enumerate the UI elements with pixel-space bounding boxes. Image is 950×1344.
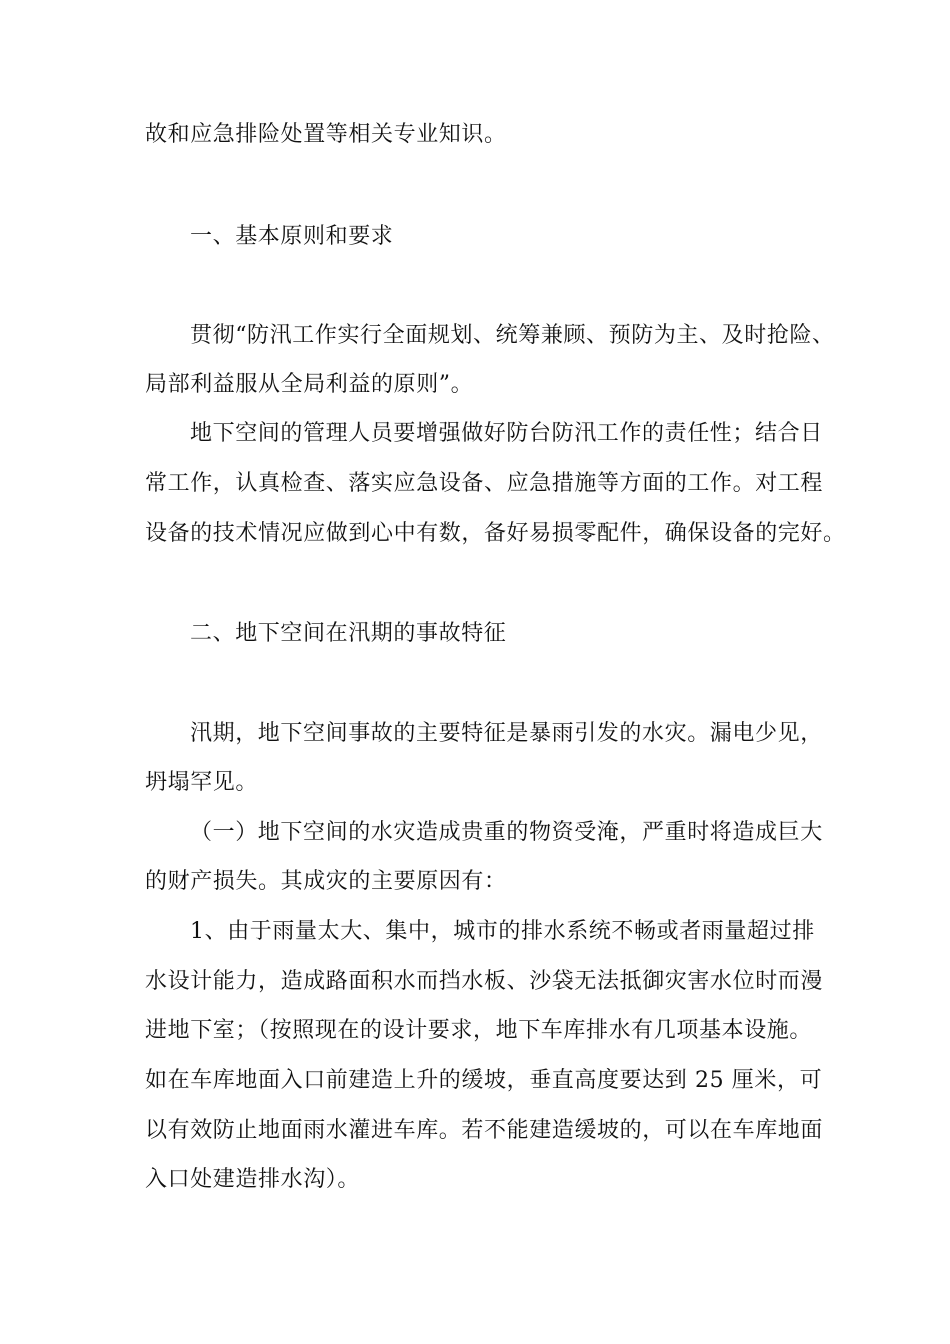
paragraph-line: 的财产损失。其成灾的主要原因有：: [145, 869, 507, 894]
paragraph-line: 进地下室；（按照现在的设计要求，地下车库排水有几项基本设施。: [145, 1018, 813, 1043]
paragraph-line: 设备的技术情况应做到心中有数，备好易损零配件，确保设备的完好。: [145, 521, 846, 546]
paragraph-line: 地下空间的管理人员要增强做好防台防汛工作的责任性；结合日: [190, 421, 823, 446]
paragraph-line: 如在车库地面入口前建造上升的缓坡，垂直高度要达到 25 厘米，可: [145, 1068, 823, 1093]
paragraph-line: 汛期，地下空间事故的主要特征是暴雨引发的水灾。漏电少见，: [190, 721, 823, 746]
subsection-line: （一）地下空间的水灾造成贵重的物资受淹，严重时将造成巨大: [190, 820, 823, 845]
paragraph-line: 以有效防止地面雨水灌进车库。若不能建造缓坡的，可以在车库地面: [145, 1118, 824, 1143]
paragraph-continuation-line: 故和应急排险处置等相关专业知识。: [145, 122, 507, 147]
paragraph-line: 入口处建造排水沟）。: [145, 1167, 361, 1192]
list-item-line: 1、由于雨量太大、集中，城市的排水系统不畅或者雨量超过排: [190, 919, 815, 944]
paragraph-line: 局部利益服从全局利益的原则”。: [145, 372, 474, 397]
paragraph-line: 贯彻“防汛工作实行全面规划、统筹兼顾、预防为主、及时抢险、: [190, 323, 835, 348]
section-heading-basic-principles: 一、基本原则和要求: [190, 224, 394, 249]
section-heading-accident-features: 二、地下空间在汛期的事故特征: [190, 621, 507, 646]
paragraph-line: 坍塌罕见。: [145, 770, 259, 795]
paragraph-line: 水设计能力，造成路面积水而挡水板、沙袋无法抵御灾害水位时而漫: [145, 969, 824, 994]
paragraph-line: 常工作，认真检查、落实应急设备、应急措施等方面的工作。对工程: [145, 471, 824, 496]
